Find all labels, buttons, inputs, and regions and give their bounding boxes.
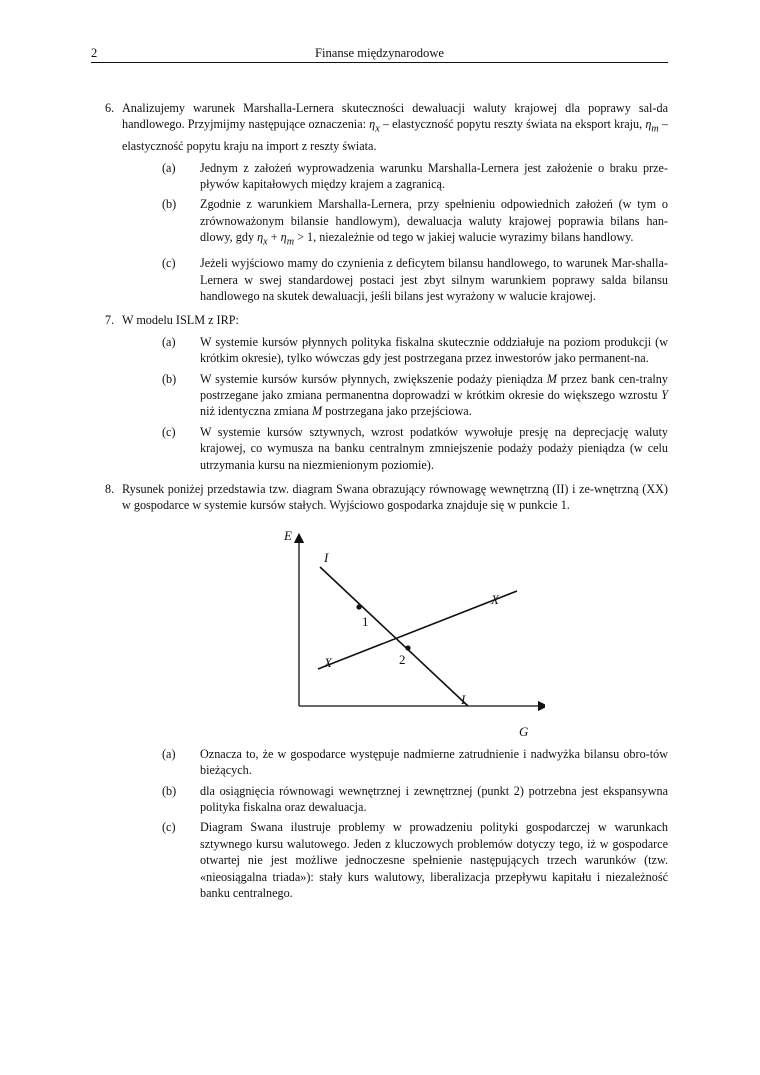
answer-text-part: postrzegana jako przejściowa. [322,404,472,419]
question-6 [91,100,668,304]
question-text-part: Analizujemy warunek Marshalla-Lernera skuteczności dewaluacji waluty krajowej dla poprawy sal-da handlowego. Przyjmijmy następujące oznaczenia: [122,101,668,132]
answer-b [122,371,668,420]
answer-text-part: W systemie kursów kursów płynnych, zwiększenie podaży pieniądza [200,371,547,386]
subscript-m: m [286,236,295,248]
inequality: > 1 [294,230,314,245]
subscript-x: x [375,123,380,135]
answer-list [122,334,668,473]
question-7 [91,312,668,473]
x-axis-label: G [519,723,529,739]
point-1-marker [356,604,361,609]
answer-c [122,819,668,901]
swan-diagram-container [122,524,668,740]
line-x-label-left: X [324,654,332,670]
question-text-part: – elastyczność popytu reszty świata na eksport kraju, [379,117,646,132]
answer-text: Jednym z założeń wyprowadzenia warunku Marshalla-Lernera jest założenie o braku prze-pływów kapitałowych między krajem a zagranicą. [200,160,668,192]
point-1-label: 1 [362,613,369,629]
answer-text: Oznacza to, że w gospodarce występuje nadmierne zatrudnienie i nadwyżka bilansu obro-tów bieżących. [200,746,668,778]
answer-label: (b) [162,197,177,212]
point-2-label: 2 [399,651,406,667]
running-title: Finanse międzynarodowe [314,46,445,60]
answer-b [122,783,668,816]
internal-balance-line [320,567,468,706]
question-number: 6. [105,101,115,115]
point-2-marker [405,645,410,650]
answer-text-part: Zgodnie z warunkiem Marshalla-Lernera, przy spełnieniu odpowiednich założeń (w tym o zrównoważonym bilansie handlowym), dewaluacja waluty krajowej poprawia bilans han-dlowy, gdy [200,197,668,245]
answer-label: (a) [162,160,176,175]
answer-label: (c) [162,256,176,271]
answer-c [122,255,668,304]
answer-c [122,424,668,473]
line-i-label-bottom: I [461,691,466,707]
answer-a [122,160,668,193]
answer-list [122,160,668,305]
answer-b [122,196,668,251]
eta-symbol: η [369,117,376,132]
variable-m: M [312,404,323,419]
answer-text [200,371,668,420]
question-text: Rysunek poniżej przedstawia tzw. diagram Swana obrazujący równowagę wewnętrzną (II) i ze-wnętrzną (XX) w gospodarce w systemie kursów stałych. Wyjściowo gospodarka znajduje się w punkcie 1. [122,482,668,513]
answer-label: (a) [162,746,176,761]
answer-text: Jeżeli wyjściowo mamy do czynienia z deficytem bilansu handlowego, to warunek Mar-shalla-Lernera w swej standardowej postaci jest zbyt silnym warunkiem poprawy salda bilansu handlowego na skutek dewaluacji, jeśli bilans jest wyrażony w walucie krajowej. [200,256,668,303]
page-number: 2 [91,46,98,60]
answer-text-part: , niezależnie od tego w jakiej walucie wyrazimy bilans handlowy. [313,230,634,245]
answer-label: (b) [162,783,177,798]
question-text [122,100,668,155]
answer-label: (c) [162,424,176,439]
question-text: W modelu ISLM z IRP: [122,313,239,328]
question-8 [91,481,668,901]
line-i-label-top: I [324,549,329,565]
y-axis-label: E [284,527,292,543]
answer-text: dla osiągnięcia równowagi wewnętrznej i zewnętrznej (punkt 2) potrzebna jest ekspansywna polityka fiskalna oraz dewaluacja. [200,783,668,815]
subscript-x: x [263,236,268,248]
answer-text-part: przez bank cen-tralny postrzegane jako zmiana permanentna doprowadzi w krótkim okresie do większego wzrostu [200,371,668,402]
subscript-m: m [651,123,659,135]
eta-symbol: η [280,230,287,245]
answer-text: W systemie kursów płynnych polityka fiskalna skutecznie oddziałuje na poziom produkcji (w krótkim okresie), tylko wówczas gdy jest postrzegana przez inwestorów jako permanent-na. [200,334,668,366]
question-text-part: – elastyczność popytu kraju na import z reszty świata. [122,117,668,154]
eta-symbol: η [645,117,652,132]
answer-text: Diagram Swana ilustruje problemy w prowadzeniu polityki gospodarczej w warunkach sztywnego kursu walutowego. Jeden z kluczowych problemów dotyczy tego, iż w gospodarce otwartej nie jest możliwe jednoczesne spełnienie następujących trzech warunków (tzw. «nieosiągalna triada»): stały kurs walutowy, liberalizacja przepływu kapitału i niezależność banku centralnego. [200,820,668,901]
answer-list [122,746,668,902]
document-body [91,100,668,909]
answer-label: (c) [162,820,176,835]
answer-label: (a) [162,334,176,349]
answer-a [122,334,668,367]
page-header [91,45,668,63]
variable-y: Y [661,387,668,402]
plus-sign: + [267,230,281,245]
answer-text-part: niż identyczna zmiana [200,404,313,419]
variable-m: M [546,371,557,386]
question-number: 8. [105,482,115,496]
answer-text: W systemie kursów sztywnych, wzrost podatków wywołuje presję na deprecjację waluty krajowej, co wymusza na banku centralnym zmniejszenie podaży podaży pieniądza (w celu utrzymania kursu na niezmienionym poziomie). [200,424,668,472]
swan-diagram [275,524,545,740]
answer-label: (b) [162,371,177,386]
eta-symbol: η [257,230,264,245]
line-x-label-right: X [491,591,499,607]
question-number: 7. [105,313,115,328]
external-balance-line [318,591,517,669]
answer-text [200,196,668,251]
answer-a [122,746,668,779]
